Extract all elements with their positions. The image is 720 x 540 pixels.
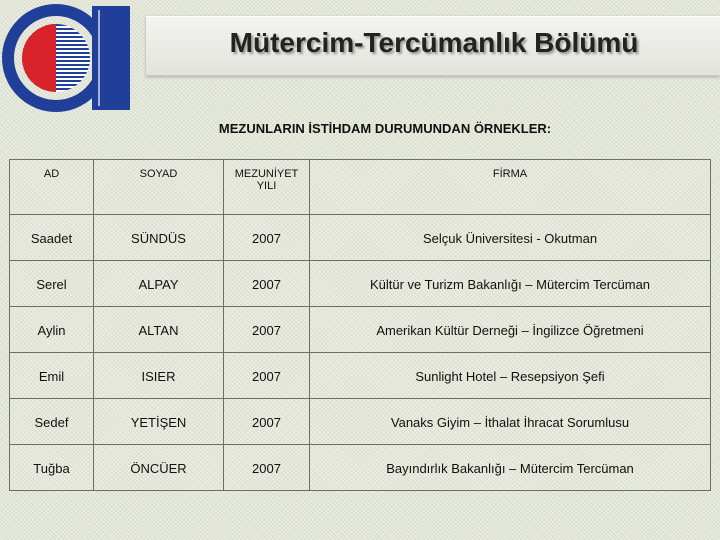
table-row bbox=[10, 261, 711, 307]
page-title: Mütercim-Tercümanlık Bölümü bbox=[229, 27, 639, 58]
column-header-firma: FİRMA bbox=[310, 160, 711, 215]
cell-yil: 2007 bbox=[224, 307, 310, 353]
table-row bbox=[10, 353, 711, 399]
cell-soyad: YETİŞEN bbox=[94, 399, 224, 445]
cell-yil: 2007 bbox=[224, 399, 310, 445]
cell-soyad: ALPAY bbox=[94, 261, 224, 307]
cell-yil: 2007 bbox=[224, 353, 310, 399]
table-row bbox=[10, 215, 711, 261]
table-row bbox=[10, 399, 711, 445]
cell-firma: Selçuk Üniversitesi - Okutman bbox=[310, 215, 711, 261]
university-logo bbox=[0, 0, 140, 120]
cell-ad: Aylin bbox=[10, 307, 94, 353]
table-header-row bbox=[10, 160, 711, 215]
logo-vertical-bar bbox=[92, 6, 130, 110]
table-row bbox=[10, 307, 711, 353]
cell-soyad: ÖNCÜER bbox=[94, 445, 224, 491]
cell-firma: Sunlight Hotel – Resepsiyon Şefi bbox=[310, 353, 711, 399]
cell-ad: Serel bbox=[10, 261, 94, 307]
column-header-ad: AD bbox=[10, 160, 94, 215]
logo-red-half bbox=[22, 24, 56, 92]
section-subheading: MEZUNLARIN İSTİHDAM DURUMUNDAN ÖRNEKLER: bbox=[218, 121, 552, 136]
cell-ad: Saadet bbox=[10, 215, 94, 261]
cell-firma: Amerikan Kültür Derneği – İngilizce Öğretmeni bbox=[310, 307, 711, 353]
cell-firma: Vanaks Giyim – İthalat İhracat Sorumlusu bbox=[310, 399, 711, 445]
column-header-soyad: SOYAD bbox=[94, 160, 224, 215]
table-row bbox=[10, 445, 711, 491]
cell-ad: Tuğba bbox=[10, 445, 94, 491]
cell-soyad: ALTAN bbox=[94, 307, 224, 353]
cell-yil: 2007 bbox=[224, 445, 310, 491]
cell-soyad: SÜNDÜS bbox=[94, 215, 224, 261]
cell-yil: 2007 bbox=[224, 215, 310, 261]
graduates-table bbox=[9, 159, 711, 491]
column-header-mezuniyet-yili: MEZUNİYET YILI bbox=[224, 160, 310, 215]
cell-ad: Emil bbox=[10, 353, 94, 399]
cell-firma: Kültür ve Turizm Bakanlığı – Mütercim Tercüman bbox=[310, 261, 711, 307]
cell-soyad: ISIER bbox=[94, 353, 224, 399]
cell-yil: 2007 bbox=[224, 261, 310, 307]
cell-ad: Sedef bbox=[10, 399, 94, 445]
cell-firma: Bayındırlık Bakanlığı – Mütercim Tercüman bbox=[310, 445, 711, 491]
